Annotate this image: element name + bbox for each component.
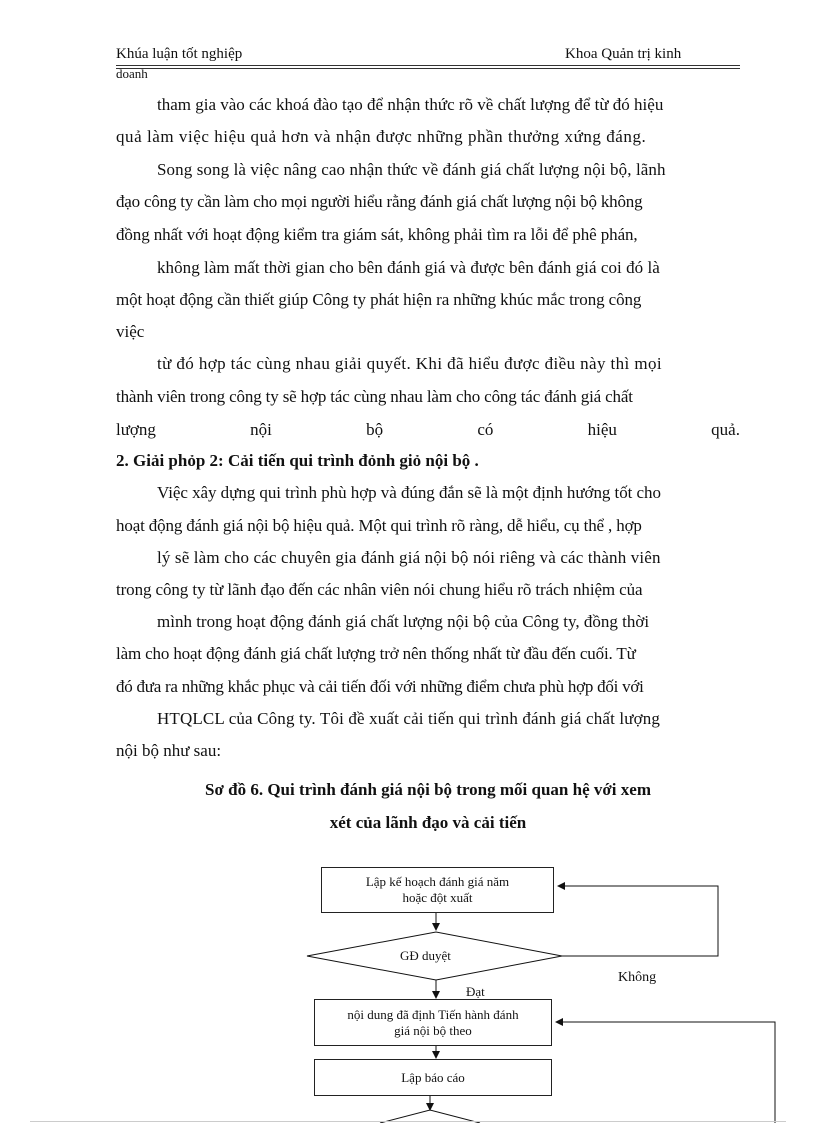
text-line: việc: [116, 322, 145, 341]
flow-box-conduct: nội dung đã định Tiến hành đánh giá nội bộ theo: [314, 999, 552, 1046]
header-left: Khúa luận tốt nghiệp: [116, 46, 243, 62]
header-right: Khoa Quản trị kinh: [565, 46, 682, 62]
section-heading: 2. Giải phỏp 2: Cải tiến qui trình đỏnh giỏ nội bộ .: [116, 451, 479, 470]
header-right-continued: doanh: [116, 66, 148, 81]
diagram-caption-line2: xét của lãnh đạo và cải tiến: [329, 813, 527, 832]
text-line: Song song là việc nâng cao nhận thức về đánh giá chất lượng nội bộ, lãnh: [157, 160, 666, 179]
label-approved: Đạt: [466, 984, 485, 999]
text-line: hoạt động đánh giá nội bộ hiệu quả. Một qui trình rõ ràng, dễ hiểu, cụ thể , hợp: [116, 516, 642, 535]
text-line: đạo công ty cần làm cho mọi người hiểu rằng đánh giá chất lượng nội bộ không: [116, 192, 643, 211]
loop-back-rejected: [558, 886, 718, 956]
text-line: làm cho hoạt động đánh giá chất lượng trở nên thống nhất từ đầu đến cuối. Từ: [116, 644, 636, 663]
text-line: quả làm việc hiệu quả hơn và nhận được những phần thưởng xứng đáng.: [116, 127, 647, 146]
text-line: HTQLCL của Công ty. Tôi đề xuất cải tiến qui trình đánh giá chất lượng: [157, 709, 661, 728]
label-not-approved: Không: [618, 970, 657, 985]
diamond-label-approve: GĐ duyệt: [400, 948, 451, 963]
diagram-caption-line1: Sơ đồ 6. Qui trình đánh giá nội bộ trong mối quan hệ với xem: [205, 780, 651, 799]
flow-box-plan: Lập kế hoạch đánh giá năm hoặc đột xuất: [321, 867, 554, 913]
text-line: không làm mất thời gian cho bên đánh giá và được bên đánh giá coi đó là: [157, 258, 660, 277]
text-line: từ đó hợp tác cùng nhau giải quyết. Khi đã hiểu được điều này thì mọi: [157, 354, 662, 373]
text-line: mình trong hoạt động đánh giá chất lượng nội bộ của Công ty, đồng thời: [157, 612, 650, 631]
text-line: trong công ty từ lãnh đạo đến các nhân viên nói chung hiểu rõ trách nhiệm của: [116, 580, 643, 599]
text-line: Việc xây dựng qui trình phù hợp và đúng đắn sẽ là một định hướng tốt cho: [157, 483, 661, 502]
text-line: lý sẽ làm cho các chuyên gia đánh giá nội bộ nói riêng và các thành viên: [157, 548, 661, 567]
text-line-justified: lượng nội bộ có hiệu quả.: [116, 420, 740, 439]
page-bottom-rule: [30, 1121, 786, 1122]
text-line: đồng nhất với hoạt động kiểm tra giám sát, không phải tìm ra lỗi để phê phán,: [116, 225, 638, 244]
text-line: đó đưa ra những khắc phục và cải tiến đối với những điểm chưa phù hợp đối với: [116, 677, 644, 696]
text-line: thành viên trong công ty sẽ hợp tác cùng nhau làm cho công tác đánh giá chất: [116, 387, 633, 406]
loop-back-improvement: [556, 1022, 775, 1123]
text-line: nội bộ như sau:: [116, 741, 222, 760]
text-line: một hoạt động cần thiết giúp Công ty phát hiện ra những khúc mắc trong công: [116, 290, 642, 309]
flow-box-report: Lập báo cáo: [314, 1059, 552, 1096]
text-line: tham gia vào các khoá đào tạo để nhận thức rõ về chất lượng để từ đó hiệu: [157, 95, 664, 114]
